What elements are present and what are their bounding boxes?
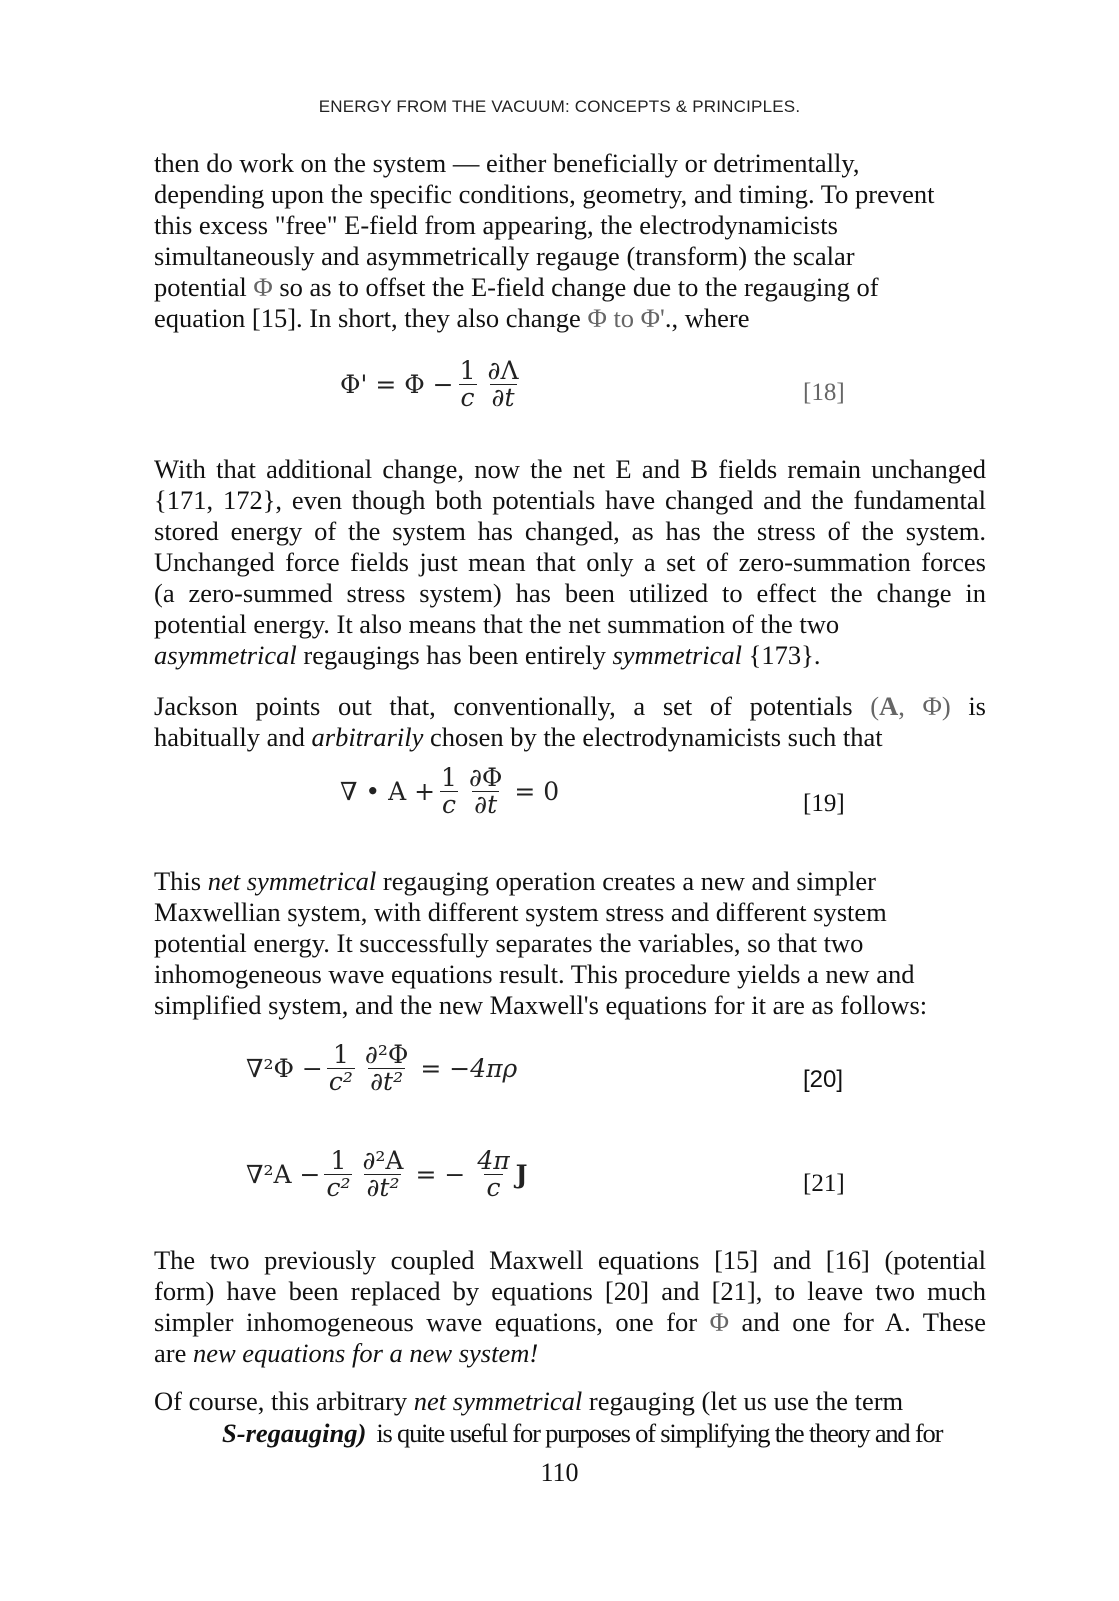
text-line: simpler inhomogeneous wave equations, one for Φ and one for A. These <box>154 1307 986 1337</box>
paragraph-1 <box>154 148 986 334</box>
text-line: With that additional change, now the net E and B fields remain unchanged <box>154 454 986 484</box>
paragraph-2 <box>154 454 986 671</box>
text-line: asymmetrical regaugings has been entirely symmetrical {173}. <box>154 640 821 670</box>
text-line: potential Φ so as to offset the E-field change due to the regauging of <box>154 272 879 302</box>
text-line: (a zero-summed stress system) has been utilized to effect the change in <box>154 578 986 608</box>
text-line: this excess "free" E-field from appearing, the electrodynamicists <box>154 210 838 240</box>
text-line: This net symmetrical regauging operation creates a new and simpler <box>154 866 876 896</box>
text-line: stored energy of the system has changed, as has the stress of the system. <box>154 516 986 546</box>
phi-symbol: Φ <box>253 272 273 302</box>
text-line: potential energy. It successfully separates the variables, so that two <box>154 928 864 958</box>
text-line: then do work on the system — either beneficially or detrimentally, <box>154 148 860 178</box>
running-header: ENERGY FROM THE VACUUM: CONCEPTS & PRINCIPLES. <box>318 97 801 116</box>
text-line: equation [15]. In short, they also change Φ to Φ'., where <box>154 303 750 333</box>
paragraph-3 <box>154 691 986 753</box>
text-line: S-regauging) is quite useful for purposes of simplifying the theory and for <box>222 1418 943 1448</box>
potentials-symbol: (A, Φ) <box>870 691 951 721</box>
text-line: Maxwellian system, with different system stress and different system <box>154 897 887 927</box>
text-line: form) have been replaced by equations [20] and [21], to leave two much <box>154 1276 986 1306</box>
text-line: simplified system, and the new Maxwell's equations for it are as follows: <box>154 990 928 1020</box>
paragraph-6 <box>154 1386 986 1417</box>
paragraph-5 <box>154 1245 986 1369</box>
text-line: depending upon the specific conditions, geometry, and timing. To prevent <box>154 179 935 209</box>
text-line: are new equations for a new system! <box>154 1338 539 1368</box>
equation-21: ∇²A − $\frac{1}{\text{c²}}$ $\frac{\text{∂²A}}{\text{∂t²}}$ = − $\frac{4\pi}{c}$ J <box>246 1146 528 1203</box>
paragraph-4 <box>154 866 986 1021</box>
equation-18: Φ' = Φ − $\frac{1}{c}$ $\frac{\partial\Lambda}{\partial t}$ <box>340 356 519 413</box>
text-line: Unchanged force fields just mean that only a set of zero-summation forces <box>154 547 986 577</box>
phi-symbol: Φ to Φ' <box>587 303 665 333</box>
text-line: Of course, this arbitrary net symmetrical regauging (let us use the term <box>154 1386 904 1416</box>
text-line: simultaneously and asymmetrically regauge (transform) the scalar <box>154 241 855 271</box>
equation-number: [20] <box>803 1066 844 1093</box>
text-line: potential energy. It also means that the net summation of the two <box>154 609 840 639</box>
equation-number: [21] <box>803 1170 845 1197</box>
text-line: Jackson points out that, conventionally, a set of potentials (A, Φ) is <box>154 691 986 721</box>
text-line: habitually and arbitrarily chosen by the electrodynamicists such that <box>154 722 883 752</box>
phi-symbol: Φ <box>709 1307 729 1337</box>
text-line: inhomogeneous wave equations result. This procedure yields a new and <box>154 959 915 989</box>
text-line: {171, 172}, even though both potentials have changed and the fundamental <box>154 485 986 515</box>
equation-19: ∇ • A + $\frac{1}{c}$ $\frac{\partial\Phi}{\partial t}$ = 0 <box>340 763 560 820</box>
page-number: 110 <box>540 1458 579 1487</box>
equation-20: ∇²Φ − $\frac{1}{\text{c²}}$ $\frac{\text{∂²Φ}}{\text{∂t²}}$ = −4πρ <box>246 1040 518 1097</box>
text-line: The two previously coupled Maxwell equations [15] and [16] (potential <box>154 1245 986 1275</box>
equation-number: [18] <box>803 379 845 406</box>
equation-number: [19] <box>803 790 845 817</box>
